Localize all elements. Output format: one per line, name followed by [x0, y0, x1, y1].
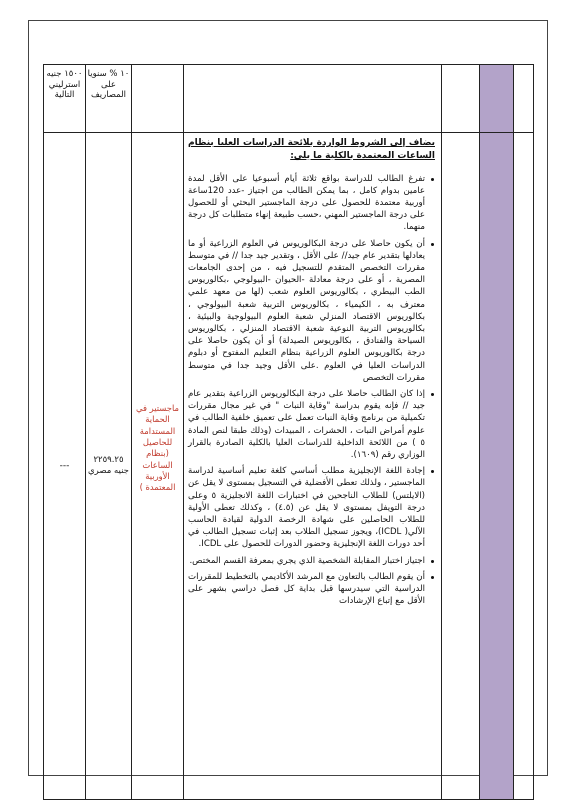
- list-item: أن يقوم الطالب بالتعاون مع المرشد الأكاديمي بالتخطيط للمقررات الدراسية التي سيدرسها قبل بداية كل فصل دراسي بشهر على الأقل مع إتباع الإرشادات: [188, 571, 425, 607]
- requirements-list: [188, 173, 435, 608]
- masters-cell: [132, 133, 184, 800]
- dash-value: ---: [59, 461, 70, 471]
- requirements-heading: يضاف إلى الشروط الواردة بلائحة الدراسات العليا بنظام الساعات المعتمدة بالكلية ما يلي:: [188, 138, 435, 161]
- list-item: أن يكون حاصلا على درجة البكالوريوس في العلوم الزراعية أو ما يعادلها بتقدير عام جيد// على الأقل ، وتقدير جيد جدا // في متوسط مقررات التخصص المتقدم للتسجيل فيه ، من إحدى الجامعات المصرية ، أو على درجة معادلة -الحيوان -البيولوجي ،بكالوريوس الطب البيطري ، بكالوريوس العلوم شعب (لها من معهد علمي معترف به ، الكيمياء ، بكالوريوس التربية شعبة البيولوجي ، بكالوريوس الاقتصاد المنزلي شعبة العلوم البيولوجية والبيئية ، بكالوريوس التربية النوعية شعبة الاقتصاد المنزلي ، بكالوريوس السياحة والفنادق ، بكالوريوس الصيدلة) أو أن يكون حاصلا على درجة بكالوريوس العلوم الزراعية بنظام التعليم المفتوح أو دبلوم الدراسات العليا في العلوم .على الأقل وجيد جدا في متوسط مقررات التخصص: [188, 238, 425, 383]
- masters-program-label: ماجستير في الحماية المستدامة للحاصيل (بنظام الساعات الأوربية المعتمدة ): [135, 403, 179, 493]
- cell-empty: [132, 65, 184, 133]
- cell-empty: [442, 133, 480, 800]
- cell-empty: [442, 65, 480, 133]
- list-item: تفرغ الطالب للدراسة بواقع ثلاثة أيام أسبوعيا على الأقل لمدة عامين بدوام كامل ، بما يمكن الطالب من اجتياز -عدد 120ساعة أوربية معتمدة للحصول على درجة الماجستير البحثي أو للحصول على درجة الماجستير المهني ،حسب طبيعة إنهاء متطلبات كل درجة منهما.: [188, 173, 425, 233]
- dash-cell: [44, 133, 86, 800]
- program-table: [43, 64, 534, 800]
- fee-egp-cell: [86, 133, 132, 800]
- cell-empty: [184, 65, 442, 133]
- requirements-cell: [184, 133, 442, 800]
- cell-purple: [480, 65, 514, 133]
- percent-expenses: ١٠ % سنويا على المصاريف: [86, 65, 132, 133]
- list-item: إذا كان الطالب حاصلا على درجة البكالوريوس الزراعية بتقدير عام جيد // فإنه يقوم بدراسة "وقاية النبات " في غير مجال مقررات تكميلية من برنامج وقاية النبات تعمل على تعميق خلفية الطالب في علوم أمراض النبات ، الحشرات ، المبيدات (وذلك طبقا لنص المادة ٥ ) من اللائحة الداخلية للدراسات العليا بالكلية الصادرة بالقرار الوزاري رقم (١٦٠٩).: [188, 388, 425, 460]
- table-row: [44, 65, 534, 133]
- cell-empty: [514, 133, 534, 800]
- cell-purple: [480, 133, 514, 800]
- list-item: اجتياز اختبار المقابلة الشخصية الذي يجري بمعرفة القسم المختص.: [189, 555, 425, 566]
- list-item: إجادة اللغة الإنجليزية مطلب أساسي كلغة تعليم أساسية لدراسة الماجستير ، ولذلك تعطى الأفضلية في التسجيل بمستوى لا يقل عن (الايلتس) للطلاب الناجحين في اختبارات اللغة الانجليزية ٥ وعلى درجة التويفل بمستوى لا يقل عن (٤.٥) ، وكذلك تعطى الأولية للطلاب الحاصلين على شهادة الرخصة الدولية لقيادة الحاسب الآلي( ICDL)، ويجوز تسجيل الطلاب بعد إثبات تسجيل الطالب في أحد دورات اللغة الإنجليزية وحضور الدورات للحصول على ICDL.: [188, 466, 426, 550]
- fee-egp: ٢٢٥٩.٢٥ جنيه مصري: [88, 454, 129, 476]
- fee-gbp: ١٥٠٠ جنيه استرليني التالية: [44, 65, 86, 133]
- table-row: [44, 133, 534, 800]
- cell-empty: [514, 65, 534, 133]
